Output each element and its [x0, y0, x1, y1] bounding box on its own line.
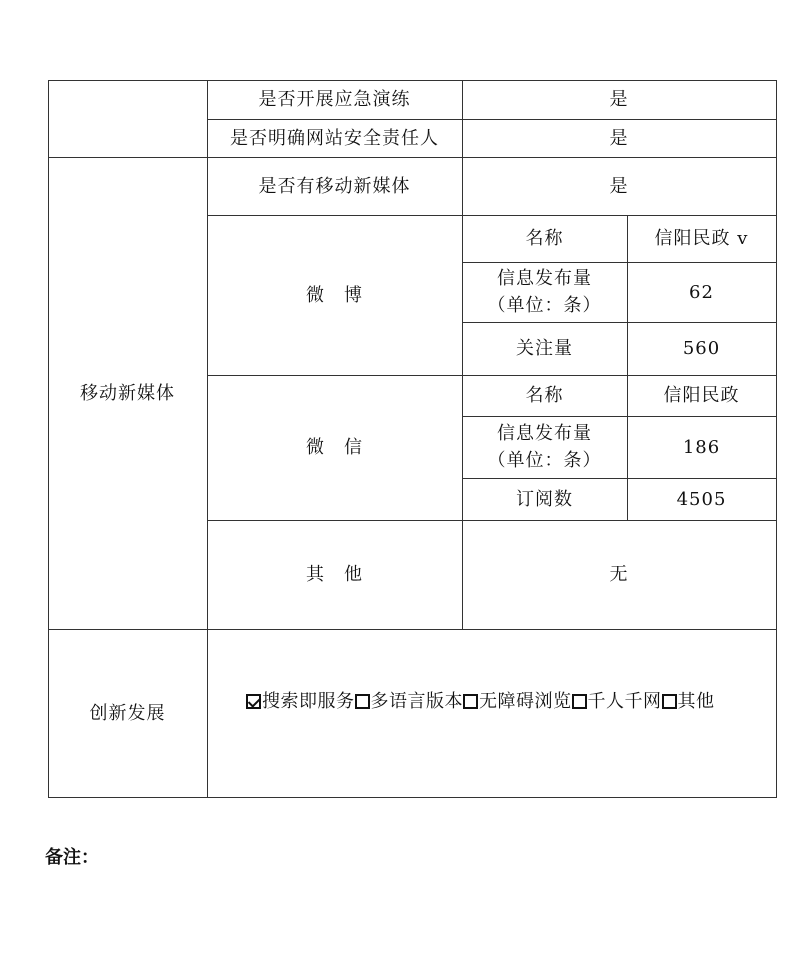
- option-label: 搜索即服务: [262, 691, 355, 712]
- other-media-value: 无: [609, 564, 629, 585]
- wechat-name-value: 信阳民政: [663, 385, 740, 406]
- has-mobile-media-label: 是否有移动新媒体: [258, 175, 411, 197]
- option-multilingual[interactable]: [355, 691, 464, 712]
- innovation-options: [246, 687, 715, 713]
- option-label: 千人千网: [587, 691, 662, 712]
- weibo-posts-value: 62: [689, 281, 714, 303]
- weibo-label: 微 博: [306, 284, 363, 306]
- weibo-posts-label: [462, 262, 627, 322]
- weibo-posts-label-line2: （单位：条）: [487, 295, 602, 316]
- wechat-posts-label-line1: 信息发布量: [497, 423, 592, 444]
- wechat-label: 微 信: [306, 437, 363, 458]
- weibo-followers-value: 560: [682, 338, 721, 359]
- drill-label: 是否开展应急演练: [258, 89, 411, 110]
- wechat-posts-label-line2: （单位：条）: [487, 450, 602, 471]
- wechat-subscribers-label: 订阅数: [516, 488, 573, 510]
- checkbox-icon[interactable]: [662, 694, 677, 709]
- option-label: 多语言版本: [370, 691, 463, 712]
- weibo-name-label: 名称: [525, 228, 564, 249]
- weibo-name-value: 信阳民政 v: [654, 228, 749, 249]
- checkbox-icon[interactable]: [572, 694, 587, 709]
- responsible-label: 是否明确网站安全责任人: [230, 127, 439, 149]
- checkbox-icon[interactable]: [355, 694, 370, 709]
- option-personalized[interactable]: [572, 691, 662, 712]
- wechat-subscribers-value: 4505: [676, 488, 727, 510]
- checkbox-checked-icon[interactable]: [246, 694, 261, 709]
- drill-value: 是: [609, 89, 629, 110]
- responsible-value: 是: [609, 127, 629, 149]
- has-mobile-media-value: 是: [609, 175, 629, 197]
- option-other[interactable]: [662, 691, 715, 712]
- wechat-name-label: 名称: [525, 385, 564, 406]
- checkbox-icon[interactable]: [463, 694, 478, 709]
- wechat-posts-label: [462, 416, 627, 478]
- other-media-label: 其 他: [306, 564, 363, 585]
- note-label: 备注：: [45, 847, 99, 868]
- weibo-followers-label: 关注量: [516, 338, 573, 359]
- option-search-service[interactable]: [246, 691, 355, 712]
- option-accessibility[interactable]: [463, 691, 572, 712]
- mobile-media-label: 移动新媒体: [80, 382, 175, 404]
- weibo-posts-label-line1: 信息发布量: [497, 268, 592, 289]
- option-label: 其他: [677, 691, 715, 712]
- innovation-label: 创新发展: [89, 702, 166, 724]
- option-label: 无障碍浏览: [479, 691, 572, 712]
- wechat-posts-value: 186: [682, 436, 721, 458]
- grid-line: [48, 797, 777, 798]
- grid-line: [776, 80, 777, 798]
